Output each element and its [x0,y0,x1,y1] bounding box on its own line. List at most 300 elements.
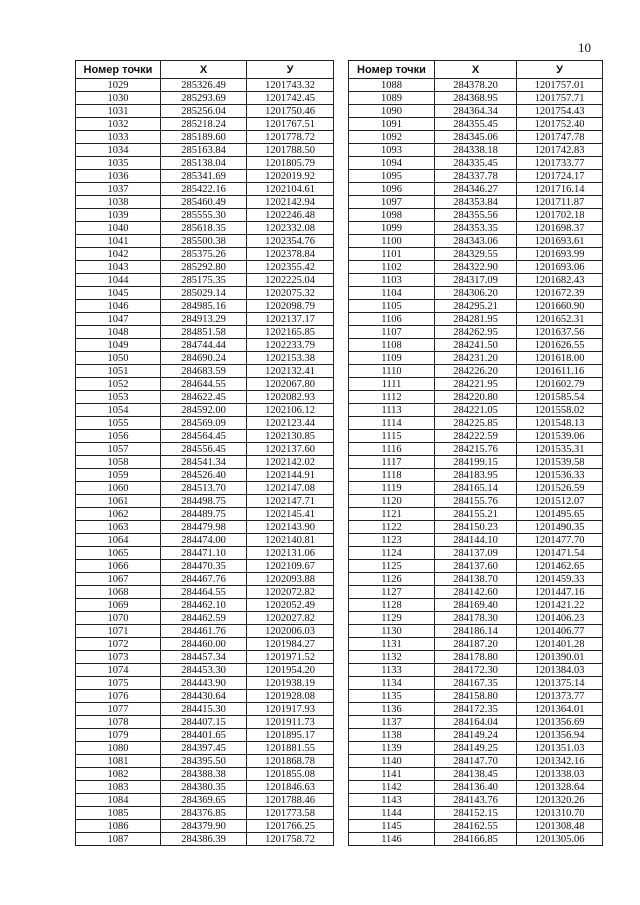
x-coordinate-cell: 285618.35 [161,222,247,235]
y-coordinate-cell: 1202137.17 [247,313,334,326]
table-row [76,599,334,612]
header-point-number: Номер точки [76,61,161,79]
table-header-row [76,61,334,79]
x-coordinate-cell: 284337.78 [435,170,517,183]
x-coordinate-cell: 284295.21 [435,300,517,313]
x-coordinate-cell: 285375.26 [161,248,247,261]
point-number-cell: 1075 [76,677,161,690]
x-coordinate-cell: 285175.35 [161,274,247,287]
table-row [349,586,603,599]
x-coordinate-cell: 284178.30 [435,612,517,625]
y-coordinate-cell: 1201742.83 [517,144,603,157]
x-coordinate-cell: 284415.30 [161,703,247,716]
point-number-cell: 1119 [349,482,435,495]
x-coordinate-cell: 284376.85 [161,807,247,820]
x-coordinate-cell: 284462.59 [161,612,247,625]
x-coordinate-cell: 284152.15 [435,807,517,820]
x-coordinate-cell: 285293.69 [161,92,247,105]
x-coordinate-cell: 284346.27 [435,183,517,196]
x-coordinate-cell: 284386.39 [161,833,247,846]
table-row [76,833,334,846]
table-row [349,495,603,508]
y-coordinate-cell: 1201526.59 [517,482,603,495]
x-coordinate-cell: 285138.04 [161,157,247,170]
x-coordinate-cell: 284985.16 [161,300,247,313]
y-coordinate-cell: 1201660.90 [517,300,603,313]
point-number-cell: 1036 [76,170,161,183]
y-coordinate-cell: 1201512.07 [517,495,603,508]
point-number-cell: 1107 [349,326,435,339]
x-coordinate-cell: 285256.04 [161,105,247,118]
table-row [76,365,334,378]
y-coordinate-cell: 1202142.02 [247,456,334,469]
point-number-cell: 1035 [76,157,161,170]
table-row [76,339,334,352]
point-number-cell: 1085 [76,807,161,820]
table-row [349,521,603,534]
y-coordinate-cell: 1202378.84 [247,248,334,261]
y-coordinate-cell: 1201390.01 [517,651,603,664]
table-row [349,638,603,651]
x-coordinate-cell: 284457.34 [161,651,247,664]
table-row [76,79,334,92]
point-number-cell: 1039 [76,209,161,222]
y-coordinate-cell: 1201767.51 [247,118,334,131]
table-row [349,612,603,625]
y-coordinate-cell: 1202131.06 [247,547,334,560]
y-coordinate-cell: 1202104.61 [247,183,334,196]
point-number-cell: 1081 [76,755,161,768]
point-number-cell: 1073 [76,651,161,664]
y-coordinate-cell: 1201558.02 [517,404,603,417]
point-number-cell: 1134 [349,677,435,690]
table-row [349,651,603,664]
point-number-cell: 1048 [76,326,161,339]
x-coordinate-cell: 284343.06 [435,235,517,248]
table-row [349,677,603,690]
point-number-cell: 1096 [349,183,435,196]
x-coordinate-cell: 284644.55 [161,378,247,391]
table-row [76,716,334,729]
table-row [349,755,603,768]
y-coordinate-cell: 1201750.46 [247,105,334,118]
y-coordinate-cell: 1201971.52 [247,651,334,664]
y-coordinate-cell: 1201602.79 [517,378,603,391]
x-coordinate-cell: 284388.38 [161,768,247,781]
table-row [76,560,334,573]
x-coordinate-cell: 284430.64 [161,690,247,703]
point-number-cell: 1093 [349,144,435,157]
table-row [349,664,603,677]
table-row [349,430,603,443]
y-coordinate-cell: 1201672.39 [517,287,603,300]
table-row [76,456,334,469]
table-row [349,118,603,131]
y-coordinate-cell: 1201356.94 [517,729,603,742]
x-coordinate-cell: 284479.98 [161,521,247,534]
x-coordinate-cell: 284155.76 [435,495,517,508]
point-number-cell: 1120 [349,495,435,508]
y-coordinate-cell: 1201328.64 [517,781,603,794]
x-coordinate-cell: 284474.00 [161,534,247,547]
y-coordinate-cell: 1202072.82 [247,586,334,599]
point-number-cell: 1116 [349,443,435,456]
y-coordinate-cell: 1202233.79 [247,339,334,352]
table-row [349,417,603,430]
x-coordinate-cell: 284172.30 [435,664,517,677]
x-coordinate-cell: 284851.58 [161,326,247,339]
point-number-cell: 1141 [349,768,435,781]
y-coordinate-cell: 1201447.16 [517,586,603,599]
y-coordinate-cell: 1201788.46 [247,794,334,807]
x-coordinate-cell: 285422.16 [161,183,247,196]
y-coordinate-cell: 1201539.06 [517,430,603,443]
point-number-cell: 1130 [349,625,435,638]
y-coordinate-cell: 1202153.38 [247,352,334,365]
point-number-cell: 1086 [76,820,161,833]
y-coordinate-cell: 1202132.41 [247,365,334,378]
header-y: У [517,61,603,79]
y-coordinate-cell: 1202130.85 [247,430,334,443]
point-number-cell: 1062 [76,508,161,521]
point-number-cell: 1106 [349,313,435,326]
point-number-cell: 1137 [349,716,435,729]
header-x: X [435,61,517,79]
x-coordinate-cell: 284138.70 [435,573,517,586]
table-row [349,469,603,482]
y-coordinate-cell: 1202147.08 [247,482,334,495]
table-row [349,781,603,794]
table-row [349,482,603,495]
table-row [349,235,603,248]
point-number-cell: 1037 [76,183,161,196]
x-coordinate-cell: 284220.80 [435,391,517,404]
y-coordinate-cell: 1201928.08 [247,690,334,703]
point-number-cell: 1104 [349,287,435,300]
x-coordinate-cell: 284355.56 [435,209,517,222]
y-coordinate-cell: 1201536.33 [517,469,603,482]
point-number-cell: 1044 [76,274,161,287]
point-number-cell: 1058 [76,456,161,469]
table-header-row [349,61,603,79]
y-coordinate-cell: 1201406.23 [517,612,603,625]
header-point-number: Номер точки [349,61,435,79]
point-number-cell: 1094 [349,157,435,170]
x-coordinate-cell: 284186.14 [435,625,517,638]
y-coordinate-cell: 1201754.43 [517,105,603,118]
point-number-cell: 1055 [76,417,161,430]
table-row [76,196,334,209]
x-coordinate-cell: 284329.55 [435,248,517,261]
y-coordinate-cell: 1202246.48 [247,209,334,222]
x-coordinate-cell: 284369.65 [161,794,247,807]
point-number-cell: 1076 [76,690,161,703]
point-number-cell: 1112 [349,391,435,404]
x-coordinate-cell: 284443.90 [161,677,247,690]
table-row [349,729,603,742]
header-x: X [161,61,247,79]
x-coordinate-cell: 284569.09 [161,417,247,430]
x-coordinate-cell: 284622.45 [161,391,247,404]
point-number-cell: 1140 [349,755,435,768]
coordinates-table-right [348,60,603,846]
point-number-cell: 1074 [76,664,161,677]
point-number-cell: 1111 [349,378,435,391]
y-coordinate-cell: 1201406.77 [517,625,603,638]
point-number-cell: 1115 [349,430,435,443]
y-coordinate-cell: 1202075.32 [247,287,334,300]
table-body [76,79,334,846]
x-coordinate-cell: 284345.06 [435,131,517,144]
x-coordinate-cell: 284221.95 [435,378,517,391]
table-row [349,352,603,365]
y-coordinate-cell: 1201585.54 [517,391,603,404]
y-coordinate-cell: 1201766.25 [247,820,334,833]
y-coordinate-cell: 1202332.08 [247,222,334,235]
table-row [349,287,603,300]
table-row [349,404,603,417]
point-number-cell: 1098 [349,209,435,222]
x-coordinate-cell: 285029.14 [161,287,247,300]
table-row [349,703,603,716]
x-coordinate-cell: 284913.29 [161,313,247,326]
point-number-cell: 1068 [76,586,161,599]
point-number-cell: 1101 [349,248,435,261]
point-number-cell: 1118 [349,469,435,482]
y-coordinate-cell: 1201846.63 [247,781,334,794]
x-coordinate-cell: 284158.80 [435,690,517,703]
x-coordinate-cell: 284167.35 [435,677,517,690]
y-coordinate-cell: 1202144.91 [247,469,334,482]
table-row [76,235,334,248]
x-coordinate-cell: 285500.38 [161,235,247,248]
y-coordinate-cell: 1201637.56 [517,326,603,339]
table-row [349,248,603,261]
x-coordinate-cell: 284355.45 [435,118,517,131]
point-number-cell: 1126 [349,573,435,586]
y-coordinate-cell: 1201682.43 [517,274,603,287]
x-coordinate-cell: 284199.15 [435,456,517,469]
table-row [349,625,603,638]
table-row [349,79,603,92]
y-coordinate-cell: 1201757.71 [517,92,603,105]
y-coordinate-cell: 1202140.81 [247,534,334,547]
x-coordinate-cell: 284215.76 [435,443,517,456]
point-number-cell: 1077 [76,703,161,716]
x-coordinate-cell: 284513.70 [161,482,247,495]
y-coordinate-cell: 1202093.88 [247,573,334,586]
point-number-cell: 1139 [349,742,435,755]
x-coordinate-cell: 284226.20 [435,365,517,378]
point-number-cell: 1088 [349,79,435,92]
x-coordinate-cell: 284462.10 [161,599,247,612]
y-coordinate-cell: 1201984.27 [247,638,334,651]
point-number-cell: 1064 [76,534,161,547]
table-row [349,573,603,586]
table-row [76,183,334,196]
x-coordinate-cell: 285326.49 [161,79,247,92]
table-row [76,287,334,300]
point-number-cell: 1108 [349,339,435,352]
y-coordinate-cell: 1201351.03 [517,742,603,755]
y-coordinate-cell: 1202147.71 [247,495,334,508]
x-coordinate-cell: 284165.14 [435,482,517,495]
point-number-cell: 1041 [76,235,161,248]
point-number-cell: 1079 [76,729,161,742]
x-coordinate-cell: 284744.44 [161,339,247,352]
point-number-cell: 1095 [349,170,435,183]
y-coordinate-cell: 1201471.54 [517,547,603,560]
x-coordinate-cell: 284364.34 [435,105,517,118]
point-number-cell: 1132 [349,651,435,664]
table-row [76,612,334,625]
table-row [349,391,603,404]
x-coordinate-cell: 284144.10 [435,534,517,547]
table-row [76,625,334,638]
point-number-cell: 1057 [76,443,161,456]
y-coordinate-cell: 1201320.26 [517,794,603,807]
y-coordinate-cell: 1201421.22 [517,599,603,612]
x-coordinate-cell: 284379.90 [161,820,247,833]
table-row [76,92,334,105]
point-number-cell: 1070 [76,612,161,625]
x-coordinate-cell: 284138.45 [435,768,517,781]
point-number-cell: 1143 [349,794,435,807]
x-coordinate-cell: 284178.80 [435,651,517,664]
y-coordinate-cell: 1202052.49 [247,599,334,612]
table-row [76,807,334,820]
y-coordinate-cell: 1201938.19 [247,677,334,690]
table-row [76,313,334,326]
x-coordinate-cell: 284498.75 [161,495,247,508]
point-number-cell: 1133 [349,664,435,677]
point-number-cell: 1084 [76,794,161,807]
x-coordinate-cell: 284690.24 [161,352,247,365]
table-row [76,417,334,430]
table-row [76,755,334,768]
y-coordinate-cell: 1201895.17 [247,729,334,742]
point-number-cell: 1067 [76,573,161,586]
point-number-cell: 1045 [76,287,161,300]
table-row [76,638,334,651]
x-coordinate-cell: 285341.69 [161,170,247,183]
table-row [76,742,334,755]
x-coordinate-cell: 284380.35 [161,781,247,794]
table-row [76,222,334,235]
y-coordinate-cell: 1201742.45 [247,92,334,105]
table-row [349,456,603,469]
y-coordinate-cell: 1202225.04 [247,274,334,287]
x-coordinate-cell: 284172.35 [435,703,517,716]
point-number-cell: 1040 [76,222,161,235]
table-row [76,300,334,313]
table-row [76,547,334,560]
table-row [76,482,334,495]
x-coordinate-cell: 284149.25 [435,742,517,755]
table-row [349,534,603,547]
point-number-cell: 1060 [76,482,161,495]
point-number-cell: 1138 [349,729,435,742]
y-coordinate-cell: 1202006.03 [247,625,334,638]
x-coordinate-cell: 284166.85 [435,833,517,846]
table-row [76,378,334,391]
x-coordinate-cell: 284471.10 [161,547,247,560]
y-coordinate-cell: 1201758.72 [247,833,334,846]
x-coordinate-cell: 284317.09 [435,274,517,287]
y-coordinate-cell: 1202106.12 [247,404,334,417]
point-number-cell: 1136 [349,703,435,716]
table-row [76,131,334,144]
table-row [76,404,334,417]
x-coordinate-cell: 284541.34 [161,456,247,469]
point-number-cell: 1052 [76,378,161,391]
point-number-cell: 1099 [349,222,435,235]
x-coordinate-cell: 284460.00 [161,638,247,651]
x-coordinate-cell: 284155.21 [435,508,517,521]
point-number-cell: 1056 [76,430,161,443]
point-number-cell: 1071 [76,625,161,638]
y-coordinate-cell: 1201490.35 [517,521,603,534]
page-number: 10 [578,40,591,55]
y-coordinate-cell: 1201743.32 [247,79,334,92]
point-number-cell: 1059 [76,469,161,482]
y-coordinate-cell: 1201611.16 [517,365,603,378]
x-coordinate-cell: 285292.80 [161,261,247,274]
x-coordinate-cell: 284281.95 [435,313,517,326]
header-y: У [247,61,334,79]
table-row [349,131,603,144]
y-coordinate-cell: 1201693.61 [517,235,603,248]
point-number-cell: 1066 [76,560,161,573]
point-number-cell: 1080 [76,742,161,755]
x-coordinate-cell: 284137.60 [435,560,517,573]
table-row [76,157,334,170]
y-coordinate-cell: 1202355.42 [247,261,334,274]
x-coordinate-cell: 285555.30 [161,209,247,222]
x-coordinate-cell: 284150.23 [435,521,517,534]
table-row [76,794,334,807]
table-row [76,170,334,183]
point-number-cell: 1053 [76,391,161,404]
table-row [349,326,603,339]
point-number-cell: 1125 [349,560,435,573]
table-row [76,677,334,690]
x-coordinate-cell: 284461.76 [161,625,247,638]
x-coordinate-cell: 284526.40 [161,469,247,482]
table-row [349,547,603,560]
y-coordinate-cell: 1201364.01 [517,703,603,716]
table-row [76,274,334,287]
x-coordinate-cell: 284187.20 [435,638,517,651]
point-number-cell: 1065 [76,547,161,560]
point-number-cell: 1069 [76,599,161,612]
y-coordinate-cell: 1201535.31 [517,443,603,456]
y-coordinate-cell: 1201752.40 [517,118,603,131]
x-coordinate-cell: 284464.55 [161,586,247,599]
table-row [349,105,603,118]
table-row [349,742,603,755]
table-row [76,690,334,703]
x-coordinate-cell: 284564.45 [161,430,247,443]
x-coordinate-cell: 284221.05 [435,404,517,417]
x-coordinate-cell: 284225.85 [435,417,517,430]
point-number-cell: 1050 [76,352,161,365]
y-coordinate-cell: 1201459.33 [517,573,603,586]
y-coordinate-cell: 1202109.67 [247,560,334,573]
x-coordinate-cell: 284353.84 [435,196,517,209]
y-coordinate-cell: 1201548.13 [517,417,603,430]
table-row [76,651,334,664]
